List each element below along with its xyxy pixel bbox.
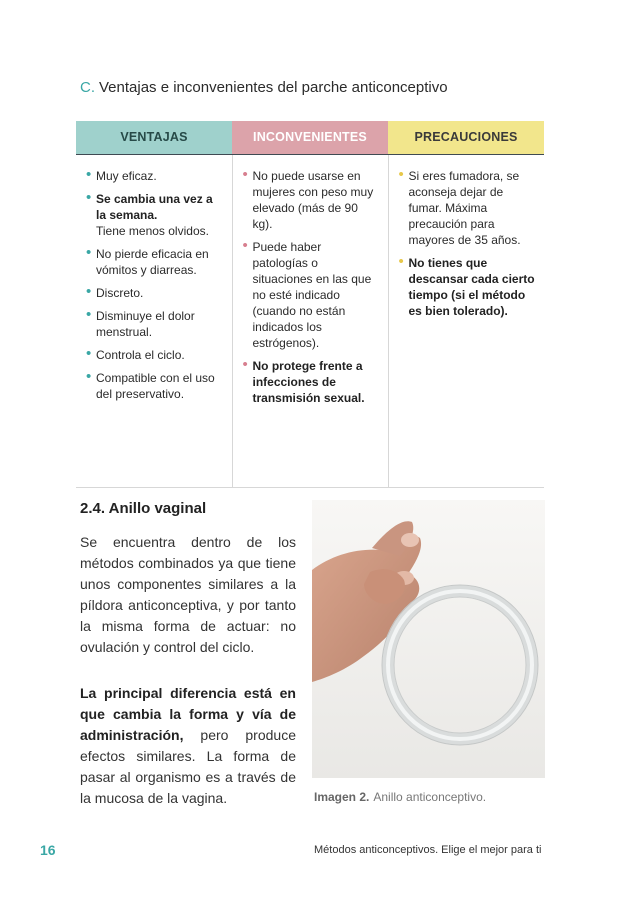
precauciones-list (398, 165, 537, 319)
ring-paragraph-2-bold: La principal diferencia está en que cambia la forma y vía de administración, (80, 685, 296, 743)
bullet-icon: • (86, 367, 92, 385)
figure-caption (314, 790, 486, 804)
bullet-icon: • (86, 305, 92, 323)
list-item: • Puede haber patologías o situaciones en las que no esté indicado (cuando no están indicados los estrógenos). (242, 236, 372, 350)
page-number: 16 (40, 842, 56, 858)
bullet-icon: • (86, 243, 92, 261)
ring-paragraph-2 (80, 683, 296, 809)
bullet-icon: • (86, 344, 92, 362)
header-precauciones: PRECAUCIONES (388, 121, 544, 154)
ring-paragraph-2-rest: pero produce efectos similares. La forma de pasar al organismo es a través de la mucosa de la vagina. (80, 727, 296, 806)
list-item: • Muy eficaz. (86, 165, 157, 183)
list-item: • No puede usarse en mujeres con peso muy elevado (más de 90 kg). (242, 165, 374, 231)
ventajas-list (86, 165, 224, 402)
section-heading (80, 79, 448, 96)
list-item: • No protege frente a infecciones de transmisión sexual. (242, 355, 365, 405)
bullet-icon: • (86, 165, 92, 183)
bullet-icon: • (398, 252, 404, 270)
section-title: Ventajas e inconvenientes del parche anticonceptivo (99, 79, 448, 96)
bullet-icon: • (86, 188, 92, 206)
bullet-icon: • (86, 282, 92, 300)
bullet-icon: • (242, 165, 248, 183)
figure-caption-text: Anillo anticonceptivo. (373, 790, 487, 804)
list-item: • Disminuye el dolor menstrual. (86, 305, 195, 339)
list-item: • Controla el ciclo. (86, 344, 185, 362)
ring-paragraph-1: Se encuentra dentro de los métodos combinados ya que tiene unos componentes similares a la píldora anticonceptiva, y por tanto la misma forma de actuar: no ovulación y control del ciclo. (80, 534, 296, 655)
list-item: • No pierde eficacia en vómitos y diarreas. (86, 243, 209, 277)
list-item: • Se cambia una vez a la semana. Tiene menos olvidos. (86, 188, 213, 238)
inconvenientes-list (242, 165, 380, 406)
vaginal-ring-image (312, 500, 545, 778)
figure-label: Imagen 2. (314, 790, 370, 804)
column-precauciones (388, 154, 544, 487)
column-ventajas (76, 154, 232, 487)
comparison-table (76, 121, 544, 488)
bullet-icon: • (242, 236, 248, 254)
bullet-icon: • (242, 355, 248, 373)
list-item: • Si eres fumadora, se aconseja dejar de fumar. Máxima precaución para mayores de 35 años. (398, 165, 521, 247)
header-inconvenientes: INCONVENIENTES (232, 121, 388, 154)
section-letter: C. (80, 79, 95, 96)
footer-title: Métodos anticonceptivos. Elige el mejor para ti (314, 844, 542, 856)
ring-section-title: 2.4. Anillo vaginal (80, 500, 207, 517)
list-item: • No tienes que descansar cada cierto tiempo (si el método es bien tolerado). (398, 252, 535, 318)
ring-photo (312, 500, 545, 778)
list-item: • Compatible con el uso del preservativo. (86, 367, 215, 401)
column-inconvenientes (232, 154, 388, 487)
list-item: • Discreto. (86, 282, 144, 300)
bullet-icon: • (398, 165, 404, 183)
header-ventajas: VENTAJAS (76, 121, 232, 154)
